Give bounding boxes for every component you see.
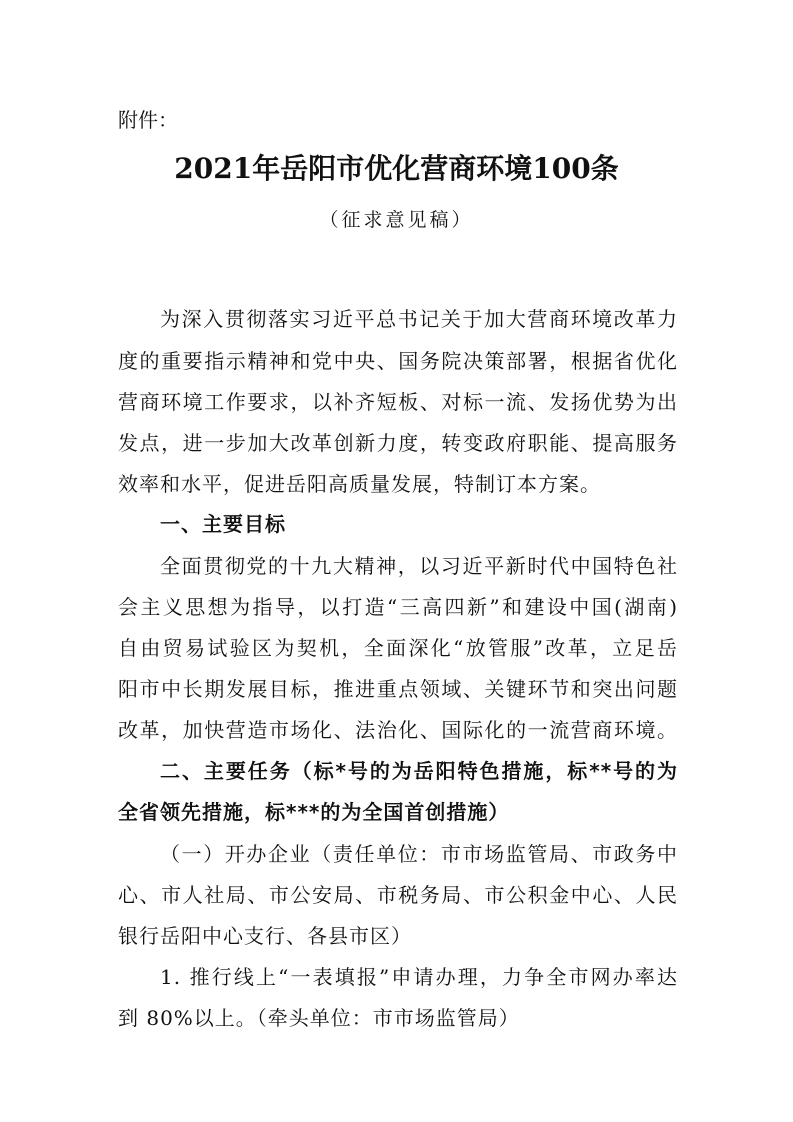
goals-line-5: 改革，加快营造市场化、法治化、国际化的一流营商环境。 [118,718,678,742]
document-title: 2021年岳阳市优化营商环境100条 [174,152,619,185]
document-subtitle: （征求意见稿） [319,209,474,231]
goals-line-2: 会主义思想为指导，以打造“三高四新”和建设中国(湖南) [118,595,678,619]
intro-line-5: 效率和水平，促进岳阳高质量发展，特制订本方案。 [118,472,601,496]
section-heading-goals: 一、主要目标 [160,512,286,536]
attachment-label: 附件： [118,108,178,132]
intro-line-3: 营商环境工作要求，以补齐短板、对标一流、发扬优势为出 [118,390,678,414]
section-heading-tasks-line-1: 二、主要任务（标*号的为岳阳特色措施，标**号的为 [160,759,678,783]
subsection-line-1: （一）开办企业（责任单位：市市场监管局、市政务中 [160,842,678,866]
subsection-line-3: 银行岳阳中心支行、各县市区） [118,924,412,948]
goals-line-3: 自由贸易试验区为契机，全面深化“放管服”改革，立足岳 [118,636,678,660]
intro-line-4: 发点，进一步加大改革创新力度，转变政府职能、提高服务 [118,431,678,455]
intro-line-2: 度的重要指示精神和党中央、国务院决策部署，根据省优化 [118,349,678,373]
goals-line-1: 全面贯彻党的十九大精神，以习近平新时代中国特色社 [160,554,678,578]
goals-line-4: 阳市中长期发展目标，推进重点领域、关键环节和突出问题 [118,677,678,701]
item-1-line-2: 到 80%以上。（牵头单位：市市场监管局） [118,1006,520,1030]
intro-line-1: 为深入贯彻落实习近平总书记关于加大营商环境改革力 [160,307,678,331]
subsection-line-2: 心、市人社局、市公安局、市税务局、市公积金中心、人民 [118,883,678,907]
item-1-line-1: 1. 推行线上“一表填报”申请办理，力争全市网办率达 [160,965,678,989]
section-heading-tasks-line-2: 全省领先措施，标***的为全国首创措施） [118,800,510,824]
